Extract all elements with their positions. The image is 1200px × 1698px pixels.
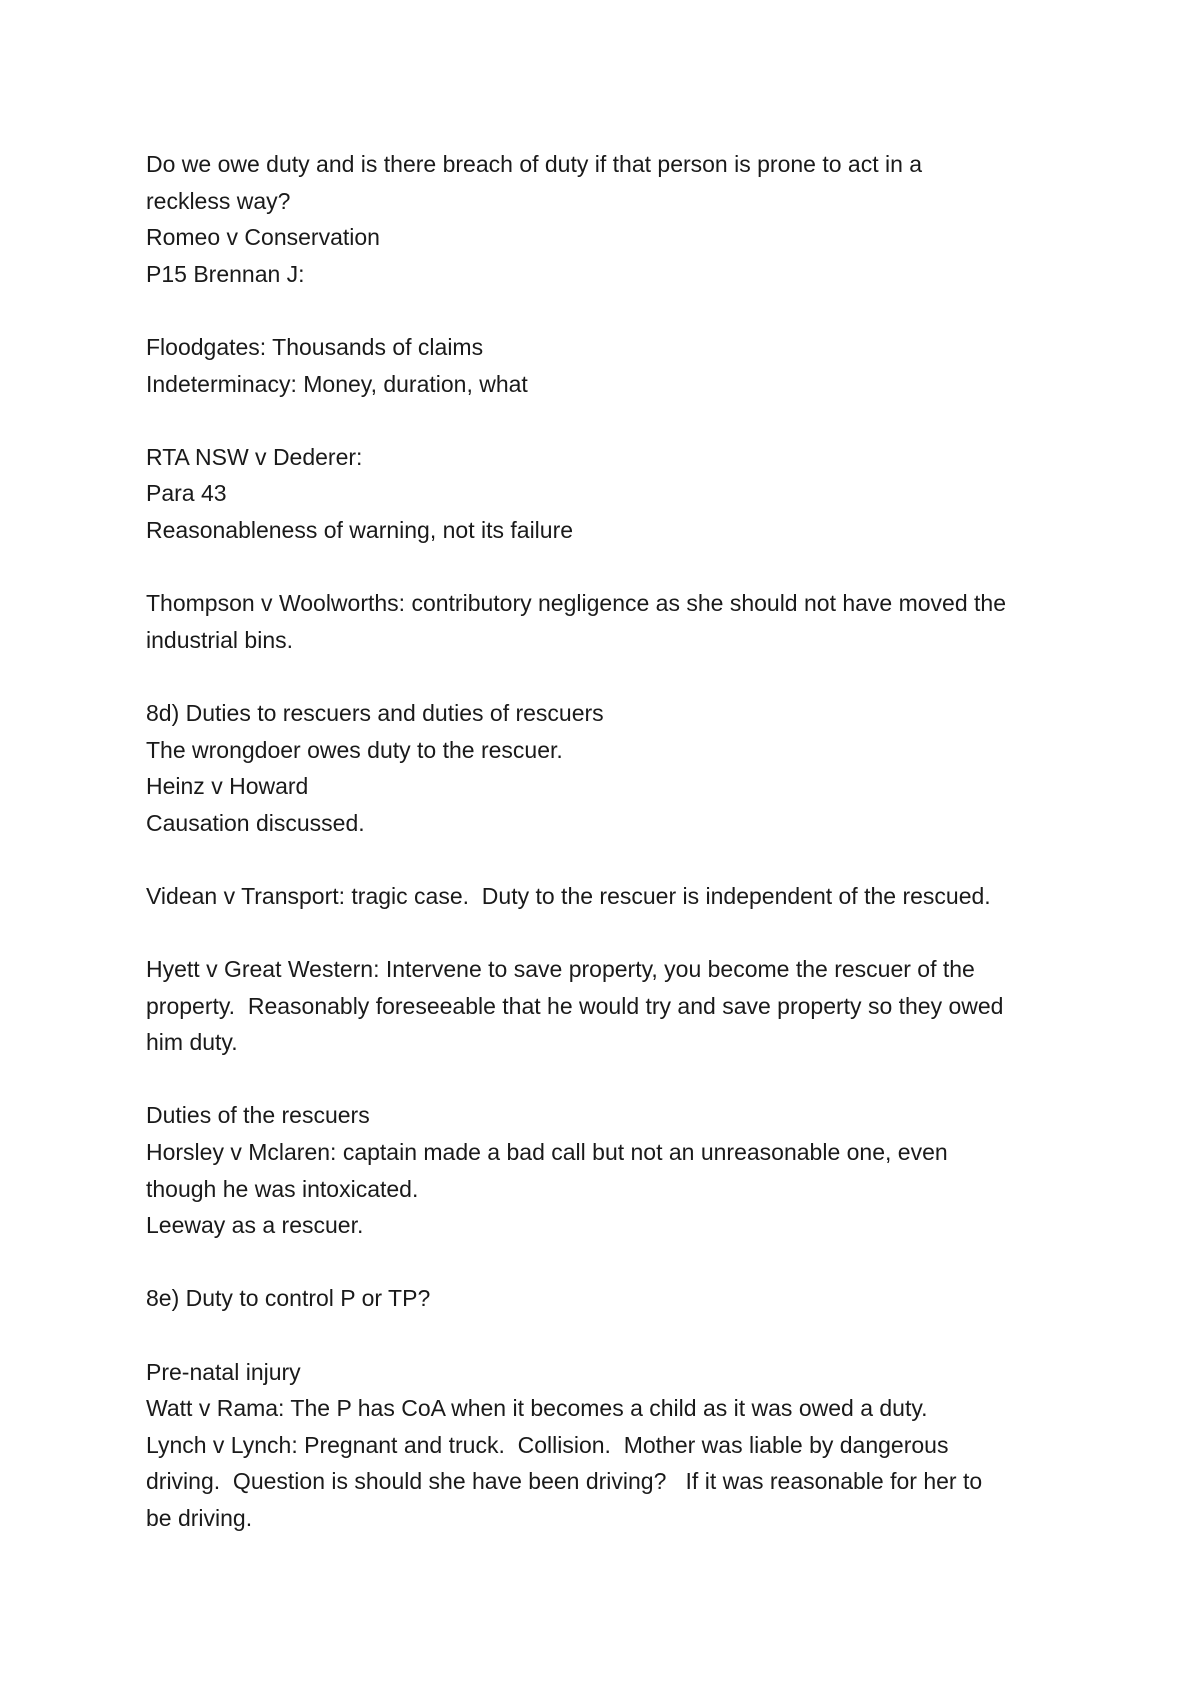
text-line: Horsley v Mclaren: captain made a bad call but not an unreasonable one, even [146, 1139, 948, 1166]
document-page [146, 146, 1076, 1537]
text-line: The wrongdoer owes duty to the rescuer. [146, 736, 563, 763]
text-line: though he was intoxicated. [146, 1175, 419, 1202]
text-line: be driving. [146, 1504, 253, 1531]
paragraph-gap [146, 292, 1076, 329]
text-line: Watt v Rama: The P has CoA when it becomes a child as it was owed a duty. [146, 1395, 928, 1422]
text-line: Do we owe duty and is there breach of duty if that person is prone to act in a [146, 151, 923, 177]
paragraph-gap [146, 549, 1076, 586]
paragraph-gap [146, 841, 1076, 878]
paragraph-gap [146, 1317, 1076, 1354]
text-line: Reasonableness of warning, not its failure [146, 516, 574, 543]
text-line: Floodgates: Thousands of claims [146, 333, 484, 360]
paragraph-gap [146, 1061, 1076, 1098]
paragraph-gap [146, 402, 1076, 439]
text-line: Leeway as a rescuer. [146, 1212, 364, 1239]
text-line: Causation discussed. [146, 809, 365, 836]
section-heading: Duties of the rescuers [146, 1102, 370, 1129]
text-line: Thompson v Woolworths: contributory negligence as she should not have moved the [146, 590, 1007, 617]
paragraph-gap [146, 658, 1076, 695]
text-line: him duty. [146, 1029, 238, 1056]
text-line: Videan v Transport: tragic case. Duty to the rescuer is independent of the rescued. [146, 882, 991, 909]
text-line: property. Reasonably foreseeable that he would try and save property so they owed [146, 992, 1004, 1019]
section-heading: 8e) Duty to control P or TP? [146, 1285, 431, 1312]
text-line: Indeterminacy: Money, duration, what [146, 370, 528, 397]
text-line: Hyett v Great Western: Intervene to save property, you become the rescuer of the [146, 956, 975, 983]
case-heading: RTA NSW v Dederer: [146, 443, 363, 470]
case-heading: Heinz v Howard [146, 773, 309, 800]
text-line: P15 Brennan J: [146, 260, 305, 287]
text-line: driving. Question is should she have been driving? If it was reasonable for her to [146, 1468, 983, 1495]
section-heading: Pre-natal injury [146, 1358, 301, 1385]
text-line: Lynch v Lynch: Pregnant and truck. Collision. Mother was liable by dangerous [146, 1431, 949, 1458]
paragraph-gap [146, 1244, 1076, 1281]
case-heading: Romeo v Conservation [146, 224, 380, 251]
text-line: Para 43 [146, 480, 227, 507]
section-heading: 8d) Duties to rescuers and duties of rescuers [146, 699, 604, 726]
paragraph-gap [146, 914, 1076, 951]
text-line: reckless way? [146, 187, 291, 214]
text-line: industrial bins. [146, 626, 294, 653]
